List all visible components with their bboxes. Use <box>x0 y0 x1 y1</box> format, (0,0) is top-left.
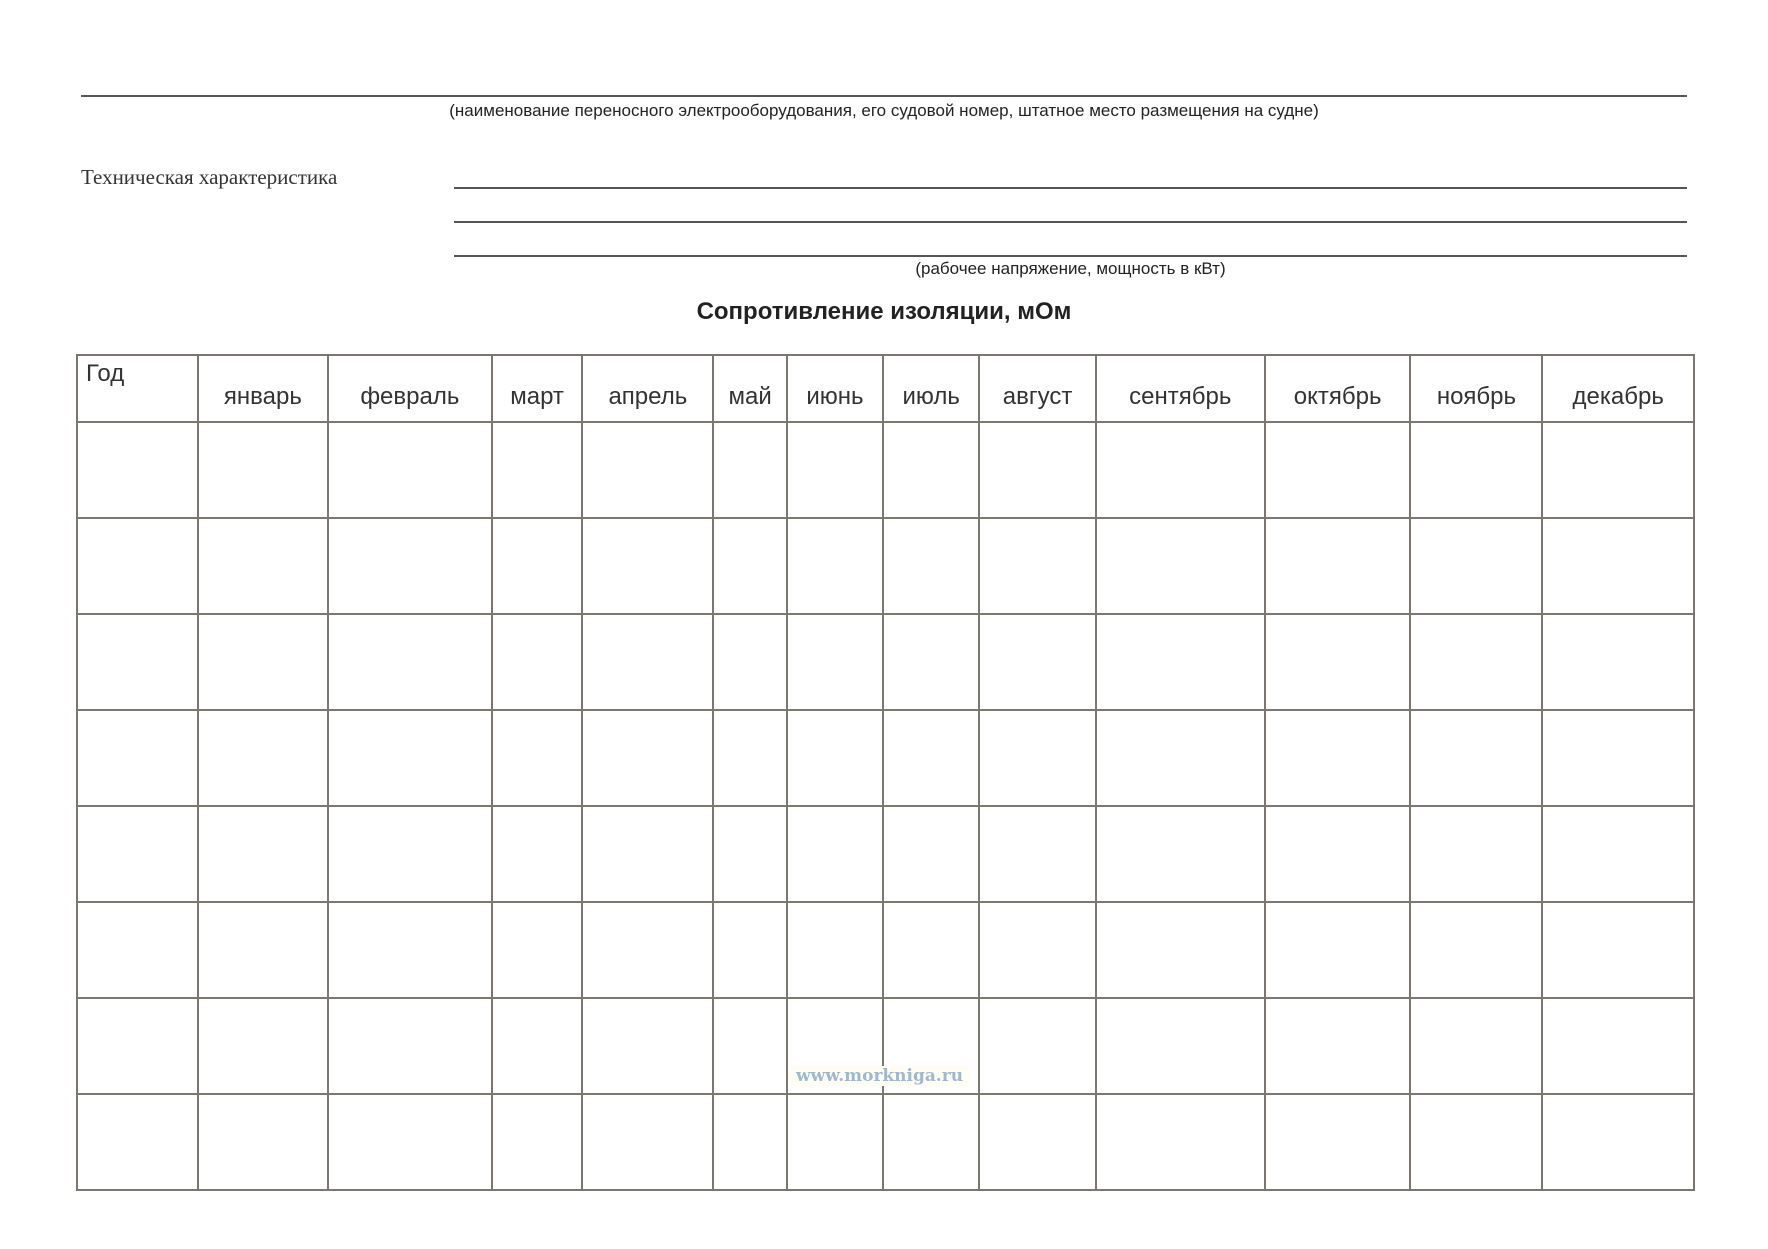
value-cell[interactable] <box>1096 806 1265 902</box>
tech-spec-line-3 <box>454 255 1687 257</box>
header-row <box>77 355 1694 422</box>
value-cell[interactable] <box>1265 806 1411 902</box>
value-cell[interactable] <box>1542 806 1694 902</box>
value-cell[interactable] <box>1410 518 1542 614</box>
value-cell[interactable] <box>787 710 883 806</box>
year-cell[interactable] <box>77 1094 198 1190</box>
watermark: www.morkniga.ru <box>790 1066 969 1086</box>
value-cell[interactable] <box>582 614 713 710</box>
table-row <box>77 1094 1694 1190</box>
value-cell[interactable] <box>328 998 492 1094</box>
value-cell[interactable] <box>1096 518 1265 614</box>
table-row <box>77 422 1694 518</box>
value-cell[interactable] <box>883 806 979 902</box>
value-cell[interactable] <box>1410 998 1542 1094</box>
value-cell[interactable] <box>883 518 979 614</box>
value-cell[interactable] <box>582 806 713 902</box>
table-row <box>77 806 1694 902</box>
value-cell[interactable] <box>198 614 328 710</box>
year-cell[interactable] <box>77 710 198 806</box>
table-row <box>77 614 1694 710</box>
value-cell[interactable] <box>1410 710 1542 806</box>
value-cell[interactable] <box>328 614 492 710</box>
value-cell[interactable] <box>1096 902 1265 998</box>
tech-spec-label: Техническая характеристика <box>81 165 338 189</box>
value-cell[interactable] <box>582 902 713 998</box>
month-header: август <box>979 355 1095 422</box>
value-cell[interactable] <box>1265 710 1411 806</box>
value-cell[interactable] <box>492 1094 582 1190</box>
value-cell[interactable] <box>883 614 979 710</box>
month-header: январь <box>198 355 328 422</box>
value-cell[interactable] <box>1542 422 1694 518</box>
value-cell[interactable] <box>1096 1094 1265 1190</box>
value-cell[interactable] <box>582 1094 713 1190</box>
value-cell[interactable] <box>1542 710 1694 806</box>
value-cell[interactable] <box>1096 710 1265 806</box>
table-row <box>77 710 1694 806</box>
value-cell[interactable] <box>492 806 582 902</box>
year-cell[interactable] <box>77 614 198 710</box>
value-cell[interactable] <box>979 998 1095 1094</box>
value-cell[interactable] <box>1542 1094 1694 1190</box>
value-cell[interactable] <box>582 998 713 1094</box>
value-cell[interactable] <box>713 806 787 902</box>
month-header: ноябрь <box>1410 355 1542 422</box>
value-cell[interactable] <box>787 1094 883 1190</box>
value-cell[interactable] <box>198 710 328 806</box>
tech-spec-line-1 <box>454 187 1687 189</box>
value-cell[interactable] <box>979 710 1095 806</box>
value-cell[interactable] <box>198 422 328 518</box>
value-cell[interactable] <box>787 902 883 998</box>
value-cell[interactable] <box>328 1094 492 1190</box>
value-cell[interactable] <box>713 902 787 998</box>
tech-spec-line-2 <box>454 221 1687 223</box>
value-cell[interactable] <box>979 902 1095 998</box>
month-header: февраль <box>328 355 492 422</box>
equipment-name-line <box>81 95 1687 97</box>
value-cell[interactable] <box>492 902 582 998</box>
value-cell[interactable] <box>1096 614 1265 710</box>
month-header: апрель <box>582 355 713 422</box>
month-header: октябрь <box>1265 355 1411 422</box>
value-cell[interactable] <box>582 518 713 614</box>
value-cell[interactable] <box>883 902 979 998</box>
month-header: март <box>492 355 582 422</box>
value-cell[interactable] <box>328 422 492 518</box>
value-cell[interactable] <box>713 518 787 614</box>
value-cell[interactable] <box>1265 902 1411 998</box>
table-row <box>77 902 1694 998</box>
value-cell[interactable] <box>582 710 713 806</box>
value-cell[interactable] <box>328 806 492 902</box>
value-cell[interactable] <box>787 806 883 902</box>
table-row <box>77 518 1694 614</box>
table-title: Сопротивление изоляции, мОм <box>696 298 1072 325</box>
year-cell[interactable] <box>77 422 198 518</box>
value-cell[interactable] <box>883 710 979 806</box>
month-header: май <box>713 355 787 422</box>
value-cell[interactable] <box>1410 1094 1542 1190</box>
value-cell[interactable] <box>198 1094 328 1190</box>
value-cell[interactable] <box>492 518 582 614</box>
month-header: июнь <box>787 355 883 422</box>
year-cell[interactable] <box>77 902 198 998</box>
value-cell[interactable] <box>713 1094 787 1190</box>
value-cell[interactable] <box>1542 902 1694 998</box>
value-cell[interactable] <box>492 710 582 806</box>
value-cell[interactable] <box>1096 422 1265 518</box>
value-cell[interactable] <box>713 998 787 1094</box>
month-header: сентябрь <box>1096 355 1265 422</box>
value-cell[interactable] <box>713 614 787 710</box>
value-cell[interactable] <box>1542 614 1694 710</box>
value-cell[interactable] <box>979 1094 1095 1190</box>
value-cell[interactable] <box>979 614 1095 710</box>
value-cell[interactable] <box>1096 998 1265 1094</box>
value-cell[interactable] <box>1410 902 1542 998</box>
value-cell[interactable] <box>1265 614 1411 710</box>
value-cell[interactable] <box>979 518 1095 614</box>
year-cell[interactable] <box>77 806 198 902</box>
value-cell[interactable] <box>1265 518 1411 614</box>
value-cell[interactable] <box>1542 518 1694 614</box>
value-cell[interactable] <box>492 422 582 518</box>
value-cell[interactable] <box>492 998 582 1094</box>
year-header: Год <box>77 355 198 422</box>
equipment-name-caption: (наименование переносного электрооборудования, его судовой номер, штатное место размещения на судне) <box>449 101 1319 120</box>
month-header: июль <box>883 355 979 422</box>
value-cell[interactable] <box>328 902 492 998</box>
value-cell[interactable] <box>582 422 713 518</box>
month-header: декабрь <box>1542 355 1694 422</box>
value-cell[interactable] <box>1410 806 1542 902</box>
value-cell[interactable] <box>198 902 328 998</box>
value-cell[interactable] <box>1265 1094 1411 1190</box>
year-cell[interactable] <box>77 998 198 1094</box>
value-cell[interactable] <box>1410 422 1542 518</box>
value-cell[interactable] <box>787 614 883 710</box>
tech-spec-caption: (рабочее напряжение, мощность в кВт) <box>915 259 1226 278</box>
value-cell[interactable] <box>1265 998 1411 1094</box>
value-cell[interactable] <box>1542 998 1694 1094</box>
value-cell[interactable] <box>713 710 787 806</box>
year-cell[interactable] <box>77 518 198 614</box>
value-cell[interactable] <box>787 518 883 614</box>
value-cell[interactable] <box>883 422 979 518</box>
value-cell[interactable] <box>1410 614 1542 710</box>
value-cell[interactable] <box>198 998 328 1094</box>
value-cell[interactable] <box>198 806 328 902</box>
value-cell[interactable] <box>883 1094 979 1190</box>
value-cell[interactable] <box>328 518 492 614</box>
value-cell[interactable] <box>328 710 492 806</box>
value-cell[interactable] <box>492 614 582 710</box>
value-cell[interactable] <box>979 422 1095 518</box>
value-cell[interactable] <box>713 422 787 518</box>
value-cell[interactable] <box>979 806 1095 902</box>
value-cell[interactable] <box>1265 422 1411 518</box>
value-cell[interactable] <box>198 518 328 614</box>
value-cell[interactable] <box>787 422 883 518</box>
